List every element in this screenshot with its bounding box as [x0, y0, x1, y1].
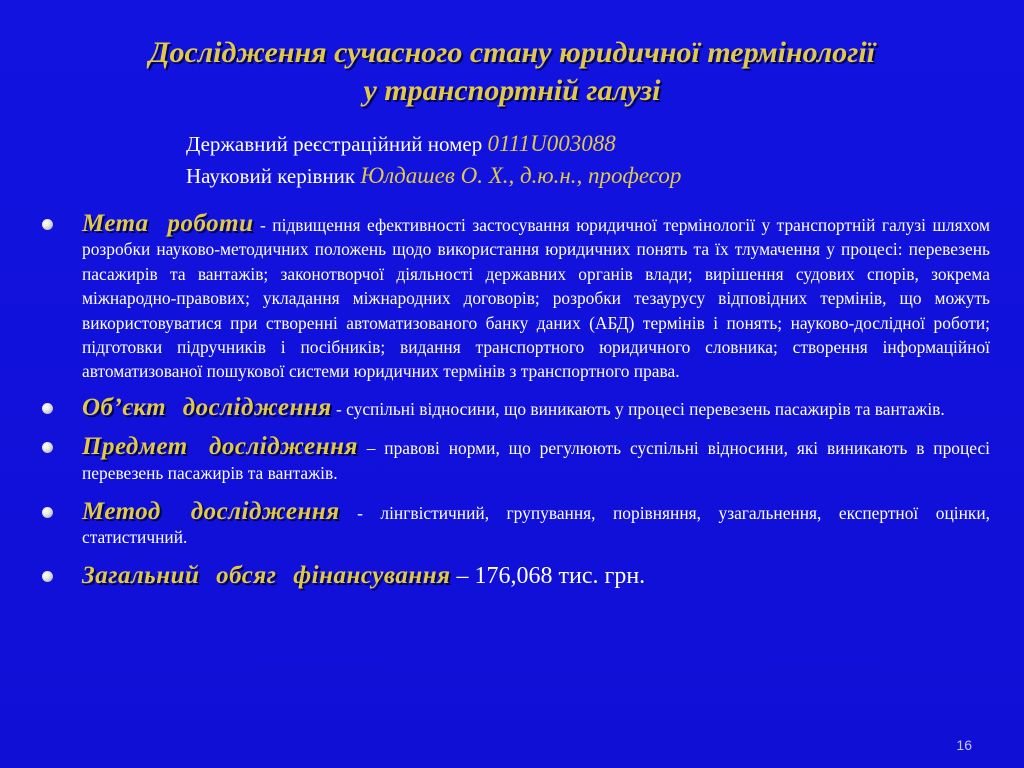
list-item	[40, 561, 990, 589]
bullet-icon	[42, 403, 53, 414]
list-item	[40, 393, 990, 421]
bullet-heading: Метод дослідження	[82, 498, 340, 526]
bullet-list	[40, 212, 990, 589]
bullet-icon	[42, 219, 53, 230]
bullet-heading: Мета роботи	[82, 210, 254, 237]
title-line-1: Дослідження сучасного стану юридичної термінології	[148, 36, 876, 69]
registration-row	[186, 128, 681, 160]
title-line-2: у транспортній галузі	[363, 74, 661, 107]
slide-title	[40, 34, 984, 110]
list-item	[40, 500, 990, 550]
bullet-text: - суспільні відносини, що виникають у процесі перевезень пасажирів та вантажів.	[331, 398, 945, 419]
bullet-text: - підвищення ефективності застосування юридичної термінології у транспортній галузі шляхом розробки науково-методичних положень щодо використання юридичних понять та їх тлумачення у процесі: перевезень пасажирів та вантажів; законотворчої діяльності державних органів влади; вирішення судових спорів, зокрема міжнародно-правових; укладання міжнародних договорів; розробки тезаурусу відповідних термінів, що можуть використовуватися при створенні автоматизованого банку даних (АБД) термінів і понять; науково-дослідної роботи; підготовки підручників і посібників; видання транспортного юридичного словника; створення інформаційної автоматизованої пошукової системи юридичних термінів з транспортного права.	[82, 215, 990, 382]
bullet-text: – 176,068 тис. грн.	[450, 562, 646, 589]
bullet-heading: Предмет дослідження	[82, 433, 358, 461]
bullet-text: – правові норми, що регулюють суспільні відносини, які виникають в процесі перевезень пасажирів та вантажів.	[82, 438, 990, 483]
bullet-icon	[42, 571, 53, 582]
registration-number: 0111U003088	[487, 131, 616, 156]
page-number: 16	[956, 737, 972, 753]
registration-label: Державний реєстраційний номер	[186, 132, 483, 156]
list-item	[40, 435, 990, 485]
project-meta	[186, 128, 681, 192]
supervisor-label: Науковий керівник	[186, 164, 356, 188]
list-item	[40, 212, 990, 384]
bullet-heading: Об’єкт дослідження	[82, 393, 332, 421]
supervisor-name: Юлдашев О. Х., д.ю.н., професор	[360, 163, 682, 188]
bullet-heading: Загальний обсяг фінансування	[82, 561, 451, 589]
bullet-text: - лінгвістичний, групування, порівняння, узагальнення, експертної оцінки, статистичний.	[82, 503, 991, 548]
supervisor-row	[186, 160, 681, 192]
bullet-icon	[42, 442, 53, 453]
bullet-icon	[42, 507, 53, 518]
